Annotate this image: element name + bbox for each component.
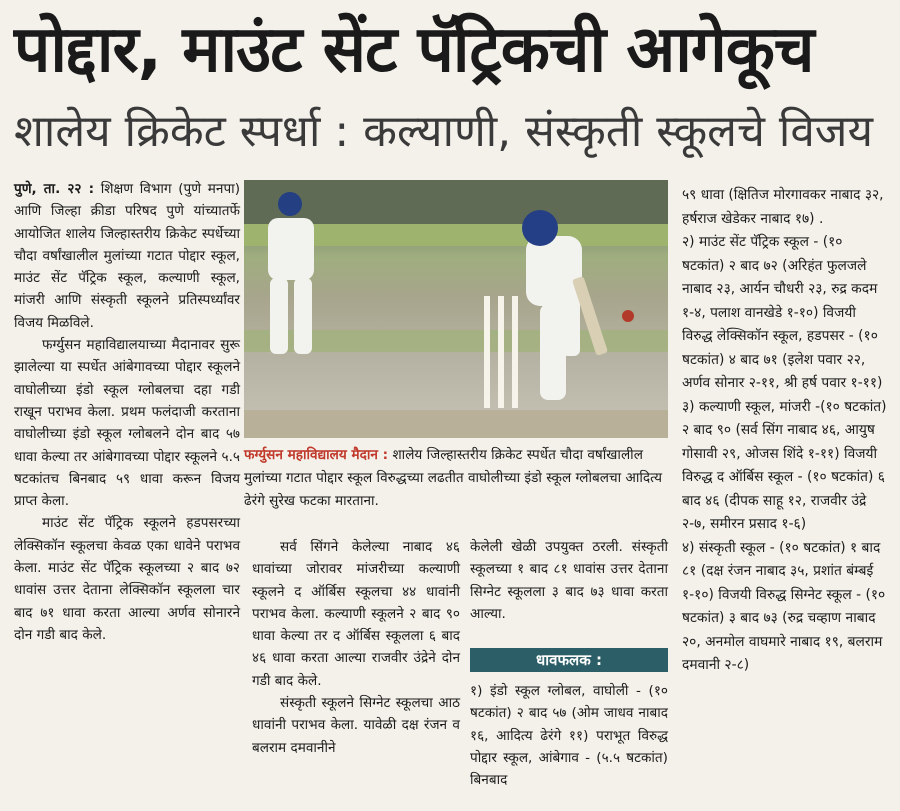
scoreboard-column-right [682, 184, 888, 678]
scoreboard-title: धावफलक : [470, 648, 668, 672]
paragraph-1-text: शिक्षण विभाग (पुणे मनपा) आणि जिल्हा क्रीडा परिषद पुणे यांच्यातर्फे आयोजित शालेय जिल्हास्तरीय क्रिकेट स्पर्धेच्या चौदा वर्षांखालील मुलांच्या गटात पोद्दार स्कूल, माउंट सेंट पॅट्रिक स्कूल, कल्याणी स्कूल, मांजरी आणि संस्कृती स्कूलने प्रतिस्पर्ध्यांवर विजय मिळविले. [14, 181, 241, 331]
paragraph-3: माउंट सेंट पॅट्रिक स्कूलने हडपसरच्या लेक्सिकॉन स्कूलचा केवळ एका धावेने पराभव केला. माउंट सेंट पॅट्रिक स्कूलच्या २ बाद ७२ धावांस उत्तर देताना लेक्सिकॉन स्कूलला चार बाद ७१ धावा करता आल्या अर्णव सोनारने दोन गडी बाद केले. [14, 515, 240, 643]
subheadline: शालेय क्रिकेट स्पर्धा : कल्याणी, संस्कृती स्कूलचे विजय [14, 106, 873, 157]
cricket-photo [244, 180, 668, 438]
score-result-1-continued: ५९ धावा (क्षितिज मोरगावकर नाबाद ३२, हर्षराज खेडेकर नाबाद १७) . [682, 187, 884, 227]
paragraph-5: संस्कृती स्कूलने सिग्नेट स्कूलचा आठ धावांनी पराभव केला. यावेळी दक्ष रंजन व बलराम दमवानीने [252, 695, 460, 756]
score-result-1: १) इंडो स्कूल ग्लोबल, वाघोली - (१० षटकांत) २ बाद ५७ (ओम जाधव नाबाद १६, आदित्य ढेरंगे ११) पराभूत विरुद्ध पोद्दार स्कूल, आंबेगाव - (५.५ षटकांत) बिनबाद [470, 683, 668, 789]
scoreboard-column [470, 680, 668, 791]
caption-text: शालेय जिल्हास्तरीय क्रिकेट स्पर्धेत चौदा वर्षांखालील मुलांच्या गटात पोद्दार स्कूल विरुद्धच्या लढतीत वाघोलीच्या इंडो स्कूल ग्लोबलचा आदित्य ढेरंगे सुरेख फटका मारताना. [244, 447, 662, 509]
photo-caption [244, 444, 668, 513]
article-column-1 [14, 178, 240, 646]
dateline: पुणे, ता. २२ : [14, 181, 95, 197]
paragraph-6: केलेली खेळी उपयुक्त ठरली. संस्कृती स्कूलच्या १ बाद ८१ धावांस उत्तर देताना सिग्नेट स्कूलला ३ बाद ७३ धावा करता आल्या. [470, 539, 668, 622]
headline: पोद्दार, माउंट सेंट पॅट्रिकची आगेकूच [14, 13, 814, 87]
paragraph-2: फर्ग्युसन महाविद्यालयाच्या मैदानावर सुरू झालेल्या या स्पर्धेत आंबेगावच्या पोद्दार स्कूलने वाघोलीच्या इंडो स्कूल ग्लोबलचा दहा गडी राखून पराभव केला. प्रथम फलंदाजी करताना वाघोलीच्या इंडो स्कूल ग्लोबलने दोन बाद ५७ धावा केल्या तर आंबेगावच्या पोद्दार स्कूलने ५.५ षटकांतच बिनबाद ५९ धावा करून विजय प्राप्त केला. [14, 337, 240, 510]
score-result-3: ३) कल्याणी स्कूल, मांजरी -(१० षटकांत) २ बाद ९० (सर्व सिंग नाबाद ४६, आयुष गोसावी २९, ओजस शिंदे १-११) विजयी विरुद्ध द ऑर्बिस स्कूल - (१० षटकांत) ६ बाद ४६ (दीपक साहू १२, राजवीर उंद्रे २-७, समीरन प्रसाद १-६) [682, 398, 887, 532]
paragraph-1 [14, 178, 240, 334]
score-result-4: ४) संस्कृती स्कूल - (१० षटकांत) १ बाद ८१ (दक्ष रंजन नाबाद ३५, प्रशांत बंम्बई १-१०) विजयी विरुद्ध सिग्नेट स्कूल - (१० षटकांत) ३ बाद ७३ (रुद्र चव्हाण नाबाद २०, अनमोल वाघमारे नाबाद १९, बलराम दमवानी २-८) [682, 539, 886, 673]
score-result-2: २) माउंट सेंट पॅट्रिक स्कूल - (१० षटकांत) २ बाद ७२ (अरिहंत फुलजले नाबाद २३, आर्यन चौधरी २३, रुद्र कदम १-४, पलाश वानखेडे १-१०) विजयी विरुद्ध लेक्सिकॉन स्कूल, हडपसर - (१० षटकांत) ४ बाद ७१ (इलेश पवार २२, अर्णव सोनार २-११, श्री हर्ष पवार १-११) [682, 234, 883, 391]
article-column-2 [252, 536, 460, 759]
batsman-illustration [244, 180, 668, 438]
article-column-3 [470, 536, 668, 625]
caption-place: फर्ग्युसन महाविद्यालय मैदान : [244, 447, 389, 463]
paragraph-4: सर्व सिंगने केलेल्या नाबाद ४६ धावांच्या जोरावर मांजरीच्या कल्याणी स्कूलने द ऑर्बिस स्कूलचा ४४ धावांनी पराभव केला. कल्याणी स्कूलने २ बाद ९० धावा केल्या तर द ऑर्बिस स्कूलला ६ बाद ४६ धावा करता आल्या राजवीर उंद्रेने दोन गडी बाद केले. [252, 539, 460, 689]
